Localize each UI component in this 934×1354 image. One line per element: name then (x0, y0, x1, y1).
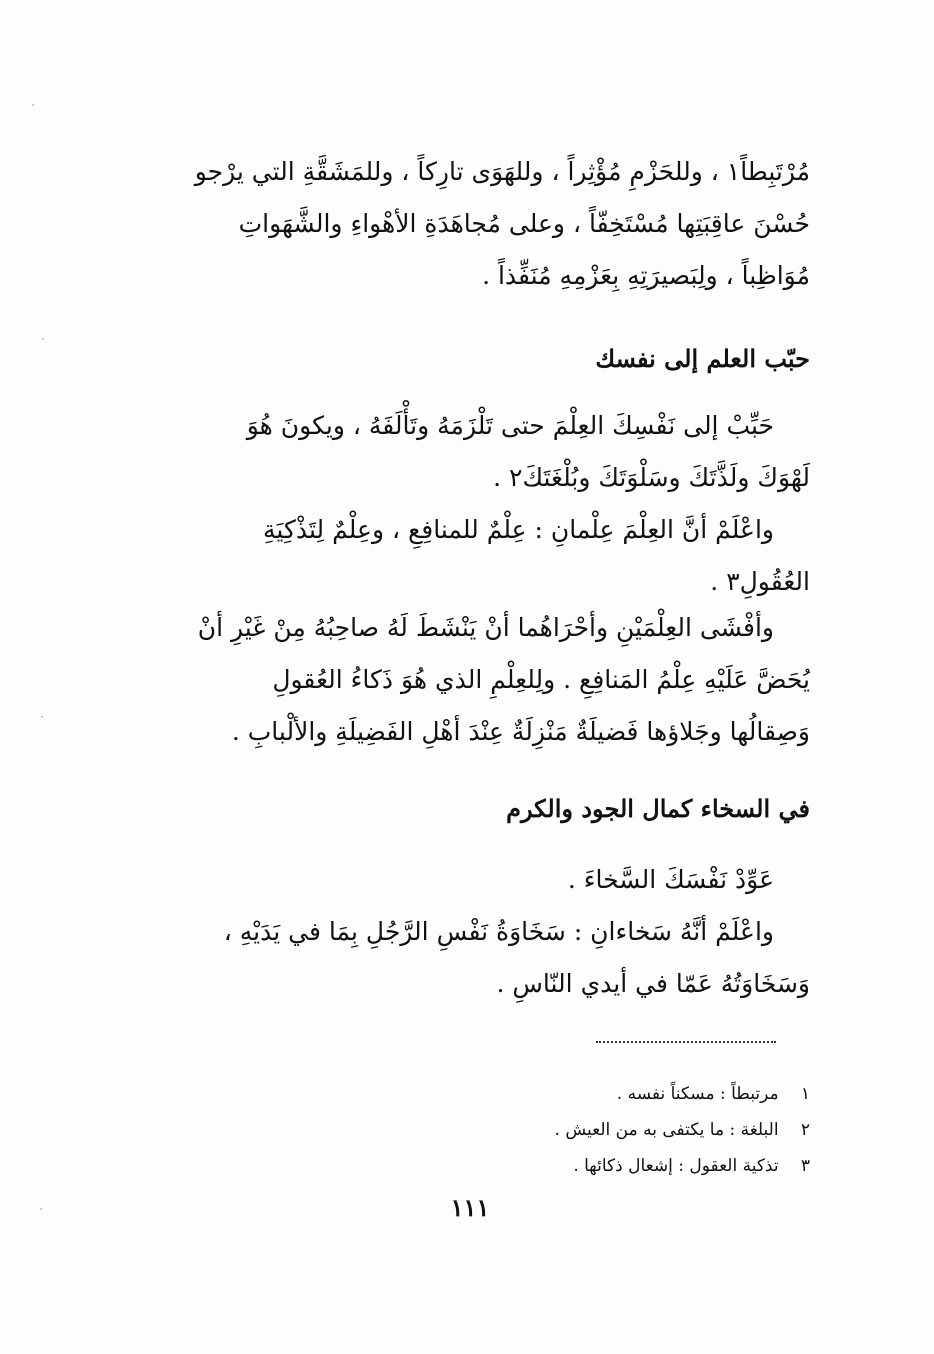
text-line: وَسَخَاوَتُهُ عَمّا في أيدي النّاسِ . (496, 969, 810, 998)
footnote-separator (596, 1041, 776, 1043)
text-line: وَصِقالُها وجَلاؤها فَضيلَةٌ مَنْزِلَةٌ عِنْدَ أهْلِ الفَضِيلَةِ والألْبابِ . (231, 717, 810, 746)
text-line: يُحَضَّ عَلَيْهِ عِلْمُ المَنافِعِ . ولِلعِلْمِ الذي هُوَ ذَكاءُ العُقولِ (272, 665, 810, 694)
text-line: عَوِّدْ نَفْسَكَ السَّخاءَ . (567, 865, 774, 894)
generosity-paragraph (150, 906, 810, 1010)
text-line: حَبِّبْ إلى نَفْسِكَ العِلْمَ حتى تَلْزَمَهُ وتَأْلَفَهُ ، ويكونَ هُوَ (246, 411, 774, 440)
text-line: مُوَاظِباً ، ولِبَصيرَتِهِ بِعَزْمِهِ مُنَفِّذاً . (482, 261, 810, 290)
footnote-text: تذكية العقول : إشعال ذكائها . (573, 1156, 779, 1176)
text-line: العُقُولِ٣ . (710, 567, 810, 596)
intro-paragraph (150, 146, 810, 302)
generosity-paragraph (150, 854, 810, 906)
footnote-text: مرتبطاً : مسكناً نفسه . (616, 1084, 779, 1104)
footnote-number: ١ (800, 1084, 810, 1104)
scan-speck (32, 104, 34, 106)
page-number: ١١١ (450, 1193, 490, 1222)
footnote (420, 1076, 810, 1112)
text-line: مُرْتَبِطاً١ ، وللحَزْمِ مُؤْثِراً ، وللهَوَى تارِكاً ، وللمَشَقَّةِ التي يرْجو (194, 157, 810, 186)
text-line: وأفْشَى العِلْمَيْنِ وأحْرَاهُما أنْ يَنْشَطَ لَهُ صاحِبُهُ مِنْ غَيْرِ أنْ (197, 613, 774, 642)
footnote-text: البلغة : ما يكتفى به من العيش . (554, 1120, 779, 1140)
footnote-number: ٢ (800, 1120, 810, 1140)
knowledge-paragraph (150, 504, 810, 608)
text-line: واعْلَمْ أنَّ العِلْمَ عِلْمانِ : عِلْمٌ للمنافِعِ ، وعِلْمٌ لِتَذْكِيَةِ (263, 515, 774, 544)
footnote (420, 1112, 810, 1148)
section-heading: حبّب العلم إلى نفسك (595, 344, 810, 373)
scan-speck (41, 716, 43, 718)
scan-speck (42, 338, 44, 340)
knowledge-paragraph (150, 602, 810, 758)
text-line: واعْلَمْ أنَّهُ سَخاءانِ : سَخَاوَةُ نَفْسِ الرَّجُلِ بِمَا في يَدَيْهِ ، (223, 917, 774, 946)
knowledge-paragraph (150, 400, 810, 504)
text-line: لَهْوَكَ ولَذَّتَكَ وسَلْوَتَكَ وبُلْغَتَكَ٢ . (493, 463, 810, 492)
footnote (420, 1148, 810, 1184)
section-heading: في السخاء كمال الجود والكرم (506, 794, 810, 823)
footnotes (420, 1076, 810, 1184)
scan-speck (40, 1208, 42, 1210)
footnote-number: ٣ (800, 1156, 810, 1176)
text-line: حُسْنَ عاقِبَتِها مُسْتَخِفّاً ، وعلى مُجاهَدَةِ الأهْواءِ والشَّهَواتِ (238, 209, 810, 238)
